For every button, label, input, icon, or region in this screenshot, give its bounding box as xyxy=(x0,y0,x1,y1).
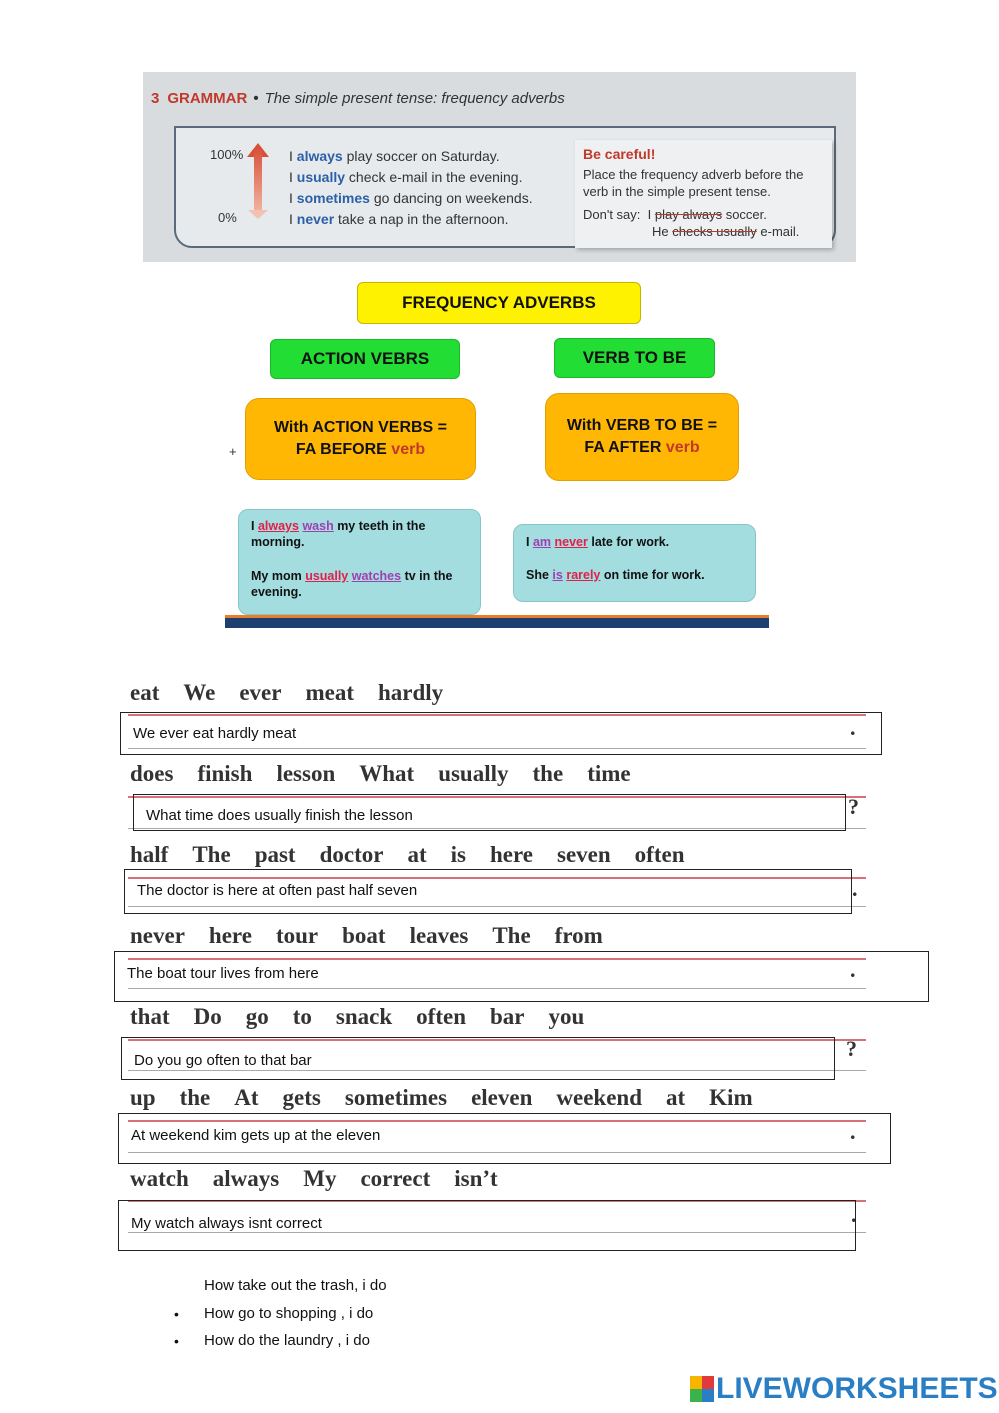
end-punctuation: . xyxy=(850,1119,856,1144)
scrambled-words: watch always My correct isn’t xyxy=(130,1166,498,1191)
action-example-1: I always wash my teeth in the morning. xyxy=(251,519,426,549)
answer-text: We ever eat hardly meat xyxy=(133,725,297,742)
liveworksheets-logo xyxy=(690,1373,998,1405)
be-example-1: I am never late for work. xyxy=(526,535,670,549)
question-3: How do the laundry , i do xyxy=(204,1332,370,1349)
be-example-2: She is rarely on time for work. xyxy=(526,568,705,582)
answer-text: My watch always isnt correct xyxy=(131,1215,322,1232)
example-always: I always play soccer on Saturday. xyxy=(289,148,500,164)
scrambled-words: does finish lesson What usually the time xyxy=(130,761,631,786)
grammar-title xyxy=(151,90,565,107)
scrambled-words: up the At gets sometimes eleven weekend at Kim xyxy=(130,1085,753,1110)
action-example-2: My mom usually watches tv in the evening. xyxy=(251,569,453,599)
answer-text: At weekend kim gets up at the eleven xyxy=(131,1127,381,1144)
answer-box[interactable] xyxy=(133,794,846,831)
answer-text: Do you go often to that bar xyxy=(134,1052,312,1069)
dont-say-examples: Don't say: I play always soccer. He checks usually e-mail. xyxy=(583,207,800,239)
end-punctuation: . xyxy=(850,957,856,982)
scrambled-words: that Do go to snack often bar you xyxy=(130,1004,585,1029)
scrambled-words: eat We ever meat hardly xyxy=(130,680,444,705)
end-punctuation: ? xyxy=(846,1036,857,1061)
title-bullet: • xyxy=(253,90,259,107)
answer-box[interactable] xyxy=(118,1113,891,1164)
example-sometimes: I sometimes go dancing on weekends. xyxy=(289,190,533,206)
example-usually: I usually check e-mail in the evening. xyxy=(289,169,523,185)
answer-box[interactable] xyxy=(124,869,852,914)
brand-name: LIVEWORKSHEETS xyxy=(716,1372,998,1405)
section-number: 3 xyxy=(151,90,160,107)
answer-box[interactable] xyxy=(121,1037,835,1080)
percent-bottom: 0% xyxy=(218,210,237,225)
action-verbs-heading: ACTION VEBRS xyxy=(270,339,460,379)
question-2: How go to shopping , i do xyxy=(204,1305,374,1322)
be-careful-heading: Be careful! xyxy=(583,146,656,162)
answer-text: The boat tour lives from here xyxy=(127,965,319,982)
action-verbs-rule: With ACTION VERBS = FA BEFORE verb xyxy=(245,398,476,480)
example-never: I never take a nap in the afternoon. xyxy=(289,211,509,227)
scrambled-words: never here tour boat leaves The from xyxy=(130,923,603,948)
diagram-title: FREQUENCY ADVERBS xyxy=(357,282,641,324)
end-punctuation: . xyxy=(850,715,856,740)
scrambled-words: half The past doctor at is here seven often xyxy=(130,842,685,867)
be-careful-text: Place the frequency adverb before the verb in the simple present tense. xyxy=(583,167,804,199)
bullet: • xyxy=(174,1306,179,1322)
frequency-adverbs-diagram xyxy=(222,272,769,633)
grammar-heading: GRAMMAR xyxy=(167,90,248,107)
bullet: • xyxy=(174,1333,179,1349)
frequency-arrow-tail-icon xyxy=(248,210,268,219)
verb-to-be-heading: VERB TO BE xyxy=(554,338,715,378)
action-verbs-examples xyxy=(238,509,481,615)
answer-text: What time does usually finish the lesson xyxy=(146,807,413,824)
percent-top: 100% xyxy=(210,147,244,162)
end-punctuation: . xyxy=(851,1202,857,1227)
verb-to-be-rule: With VERB TO BE = FA AFTER verb xyxy=(545,393,739,481)
answer-text: The doctor is here at often past half seven xyxy=(137,882,418,899)
end-punctuation: ? xyxy=(848,794,859,819)
liveworksheets-icon xyxy=(690,1376,714,1402)
end-punctuation: . xyxy=(852,876,858,901)
verb-to-be-examples xyxy=(513,524,756,602)
plus-sign: + xyxy=(229,444,237,459)
answer-box[interactable] xyxy=(118,1200,856,1251)
grammar-subtitle: The simple present tense: frequency adverbs xyxy=(264,90,565,107)
question-1: How take out the trash, i do xyxy=(204,1277,387,1294)
diagram-bottom-bar xyxy=(225,618,769,628)
be-careful-note xyxy=(575,140,832,248)
answer-box[interactable] xyxy=(120,712,882,755)
grammar-box xyxy=(143,72,856,262)
frequency-arrow-shaft xyxy=(254,148,262,214)
answer-box[interactable] xyxy=(114,951,929,1002)
